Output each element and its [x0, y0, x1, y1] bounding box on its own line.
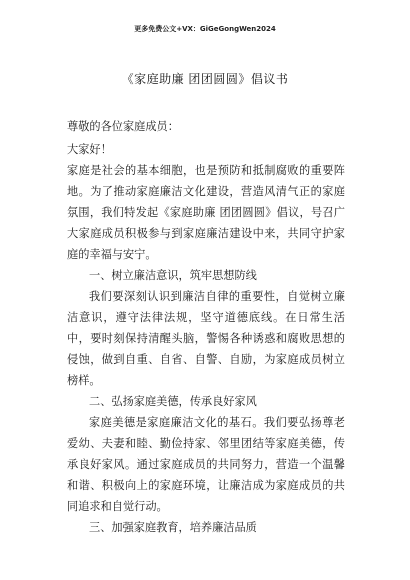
section-2-heading: 二、弘扬家庭美德，传承良好家风: [89, 395, 257, 408]
section-1-heading: 一、树立廉洁意识，筑牢思想防线: [89, 269, 257, 282]
section-1-body: 我们要深刻认识到廉洁自律的重要性，自觉树立廉洁意识，遵守法律法规，坚守道德底线。在日常生活中，要时刻保持清醒头脑，警惕各种诱惑和腐败思想的侵蚀，做到自重、自省、自警、自励，为家庭成员树立榜样。: [67, 290, 345, 387]
document-body: [67, 116, 345, 538]
section-2-body: 家庭美德是家庭廉洁文化的基石。我们要弘扬尊老爱幼、夫妻和睦、勤俭持家、邻里团结等家庭美德，传承良好家风。通过家庭成员的共同努力，营造一个温馨和谐、积极向上的家庭环境，让廉洁成为家庭成员的共同追求和自觉行动。: [67, 416, 345, 513]
header-note: 更多免费公文+VX：GiGeGongWen2024: [134, 25, 276, 33]
document-title: 《家庭助廉 团团圆圆》倡议书: [121, 72, 289, 86]
section-3-heading: 三、加强家庭教育，培养廉洁品质: [89, 521, 257, 534]
salutation: 尊敬的各位家庭成员：: [67, 120, 179, 133]
paragraph-intro: 家庭是社会的基本细胞，也是预防和抵制腐败的重要阵地。为了推动家庭廉洁文化建设，营造风清气正的家庭氛围，我们特发起《家庭助廉 团团圆圆》倡议，号召广大家庭成员积极参与到家庭廉洁建设中来，共同守护家庭的幸福与安宁。: [67, 164, 345, 261]
greeting: 大家好！: [67, 143, 112, 156]
